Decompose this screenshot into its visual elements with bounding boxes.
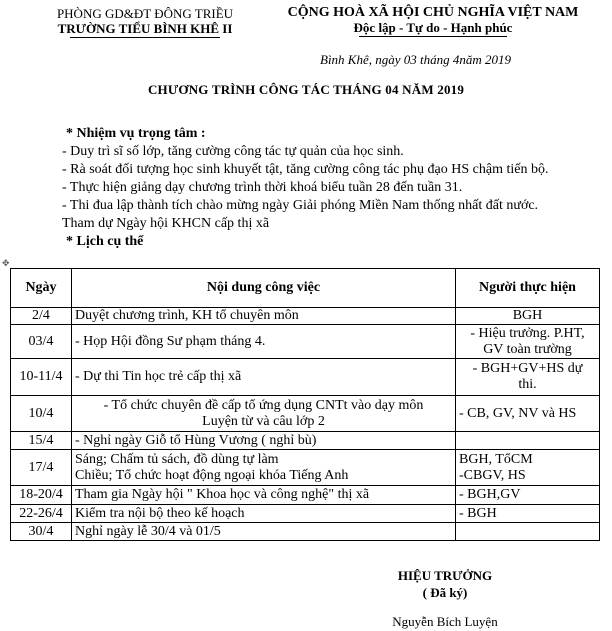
date-line: Bình Khê, ngày 03 tháng 4năm 2019	[320, 52, 512, 67]
row-content	[72, 505, 456, 523]
table-row	[11, 523, 600, 541]
signer-name: Nguyễn Bích Luyện	[392, 614, 498, 629]
table-row	[11, 505, 600, 523]
content-line: Duyệt chương trình, KH tổ chuyên môn	[75, 308, 299, 323]
table-row	[11, 325, 600, 359]
national-motto-block	[268, 5, 598, 37]
person-line: - BGH,GV	[459, 487, 521, 502]
content-line: - Họp Hội đồng Sư phạm tháng 4.	[75, 333, 266, 349]
schedule-heading: * Lịch cụ thể	[66, 234, 144, 249]
row-day: 17/4	[11, 450, 72, 486]
person-line: -CBGV, HS	[459, 467, 526, 483]
table-header-row	[11, 269, 600, 308]
table-row	[11, 432, 600, 450]
school-name: TRƯỜNG TIỂU BÌNH KHÊ II	[57, 21, 233, 36]
person-line: - Hiệu trưởng. P.HT,	[470, 325, 585, 341]
row-person	[456, 450, 600, 486]
table-row	[11, 450, 600, 486]
motto: Độc lập - Tự do - Hạnh phúc	[353, 20, 513, 35]
agency-name: PHÒNG GD&ĐT ĐÔNG TRIỀU	[56, 6, 234, 21]
content-line: - Dự thi Tin học trẻ cấp thị xã	[75, 369, 242, 384]
row-person	[456, 505, 600, 523]
content-line: Nghỉ ngày lễ 30/4 và 01/5	[75, 523, 221, 539]
signer-role: HIỆU TRƯỞNG	[397, 568, 493, 583]
row-content	[72, 450, 456, 486]
table-move-handle-icon[interactable]: ✥	[2, 258, 10, 268]
person-line: - BGH	[459, 505, 497, 521]
row-day: 03/4	[11, 325, 72, 359]
row-day: 18-20/4	[11, 486, 72, 505]
task-item: - Thực hiện giảng dạy chương trình thời khoá biểu tuần 28 đến tuần 31.	[62, 180, 463, 195]
task-item: - Rà soát đối tượng học sinh khuyết tật, tăng cường công tác phụ đạo HS chậm tiến bộ.	[62, 162, 549, 177]
row-day: 22-26/4	[11, 505, 72, 523]
row-person	[456, 486, 600, 505]
row-person	[456, 396, 600, 432]
row-content	[72, 523, 456, 541]
content-line: - Tổ chức chuyên đề cấp tổ ứng dụng CNTt vào dạy môn	[103, 397, 424, 413]
row-person	[456, 432, 600, 450]
agency-underline	[70, 37, 220, 38]
person-line: - CB, GV, NV và HS	[459, 405, 577, 421]
person-line: - BGH+GV+HS dự	[472, 361, 583, 376]
row-content	[72, 396, 456, 432]
table-row	[11, 359, 600, 396]
table-row	[11, 396, 600, 432]
table-row	[11, 486, 600, 505]
row-person	[456, 359, 600, 396]
nation-name: CỘNG HOÀ XÃ HỘI CHỦ NGHĨA VIỆT NAM	[287, 5, 579, 20]
row-content	[72, 325, 456, 359]
row-content	[72, 432, 456, 450]
content-line: Luyện từ và câu lớp 2	[202, 413, 325, 429]
motto-underline	[359, 36, 507, 37]
content-line: Tham gia Ngày hội " Khoa học và công nghệ" thị xã	[75, 487, 370, 502]
row-content	[72, 486, 456, 505]
content-line: Sáng; Chấm tủ sách, đồ dùng tự làm	[75, 451, 279, 467]
person-line: BGH, TổCM	[459, 451, 533, 467]
header-content: Nội dung công việc	[72, 269, 456, 308]
task-item: - Thi đua lập thành tích chào mừng ngày Giải phóng Miền Nam thống nhất đất nước.	[62, 198, 539, 213]
row-day: 15/4	[11, 432, 72, 450]
person-line: thi.	[518, 377, 537, 392]
row-day: 30/4	[11, 523, 72, 541]
row-content	[72, 308, 456, 325]
row-person	[456, 308, 600, 325]
schedule-table	[10, 268, 600, 541]
agency-block	[30, 6, 260, 38]
content-line: Kiểm tra nội bộ theo kế hoạch	[75, 505, 245, 521]
row-person	[456, 325, 600, 359]
person-line: GV toàn trường	[483, 341, 572, 357]
task-item: Tham dự Ngày hội KHCN cấp thị xã	[62, 216, 270, 231]
row-day: 10/4	[11, 396, 72, 432]
signed-status: ( Đã ký)	[422, 585, 468, 600]
row-day: 10-11/4	[11, 359, 72, 396]
row-day: 2/4	[11, 308, 72, 325]
table-row	[11, 308, 600, 325]
header-day: Ngày	[11, 269, 72, 308]
document-title: CHƯƠNG TRÌNH CÔNG TÁC THÁNG 04 NĂM 2019	[147, 82, 465, 97]
tasks-heading: * Nhiệm vụ trọng tâm :	[66, 126, 206, 141]
content-line: Chiều; Tổ chức hoạt động ngoại khóa Tiếng Anh	[75, 467, 349, 483]
row-person	[456, 523, 600, 541]
row-content	[72, 359, 456, 396]
content-line: - Nghỉ ngày Giỗ tổ Hùng Vương ( nghỉ bù)	[75, 432, 317, 448]
header-person: Người thực hiện	[456, 269, 600, 308]
task-item: - Duy trì sĩ số lớp, tăng cường công tác tự quản của học sinh.	[62, 144, 404, 159]
person-line: BGH	[512, 308, 543, 323]
